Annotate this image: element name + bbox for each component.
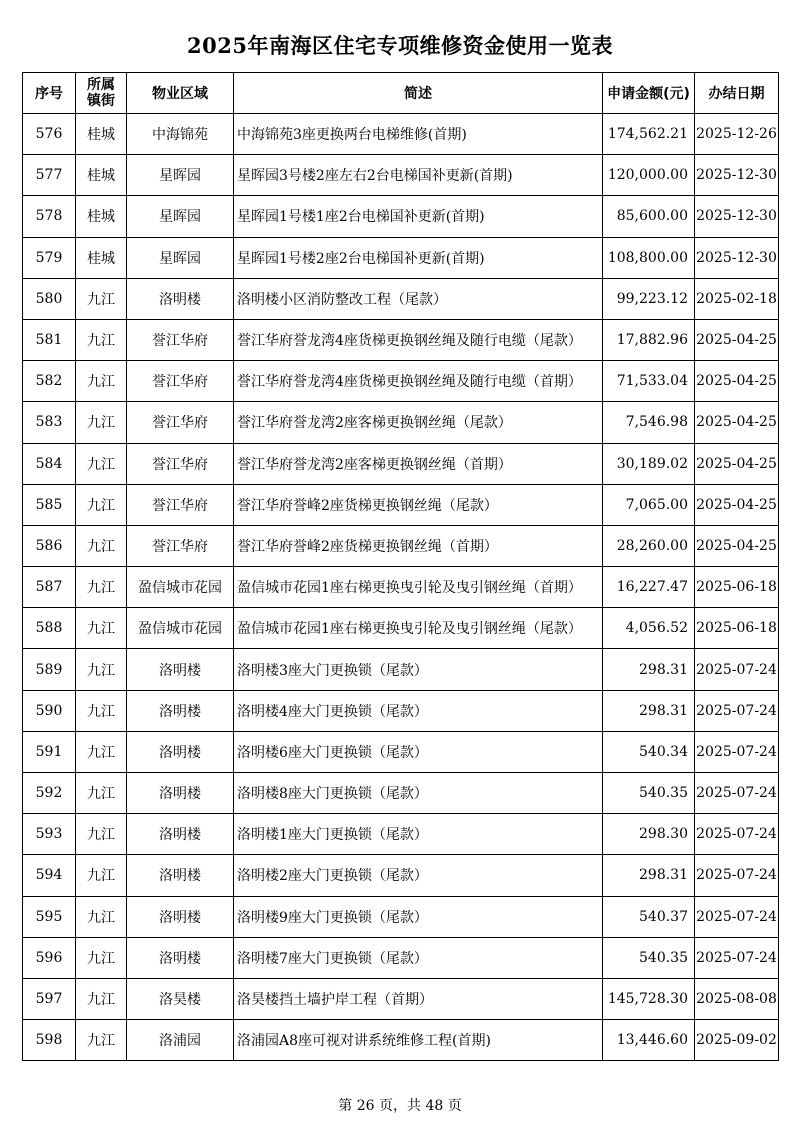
cell-amount: 120,000.00	[603, 155, 695, 196]
cell-amount: 174,562.21	[603, 114, 695, 155]
cell-area: 誉江华府	[127, 525, 234, 566]
cell-town: 九江	[76, 896, 127, 937]
cell-desc: 星晖园1号楼2座2台电梯国补更新(首期)	[234, 237, 603, 278]
cell-date: 2025-04-25	[695, 484, 779, 525]
cell-town: 九江	[76, 319, 127, 360]
cell-date: 2025-07-24	[695, 690, 779, 731]
cell-seq: 584	[23, 443, 76, 484]
cell-date: 2025-07-24	[695, 649, 779, 690]
cell-town: 九江	[76, 608, 127, 649]
table-row	[23, 690, 779, 731]
cell-area: 星晖园	[127, 237, 234, 278]
cell-seq: 580	[23, 278, 76, 319]
page-footer: 第 26 页，共 48 页	[338, 1098, 462, 1114]
cell-seq: 595	[23, 896, 76, 937]
cell-desc: 中海锦苑3座更换两台电梯维修(首期)	[234, 114, 603, 155]
cell-date: 2025-04-25	[695, 361, 779, 402]
cell-area: 誉江华府	[127, 484, 234, 525]
cell-town: 九江	[76, 649, 127, 690]
cell-amount: 540.35	[603, 937, 695, 978]
cell-area: 中海锦苑	[127, 114, 234, 155]
cell-desc: 誉江华府誉峰2座货梯更换钢丝绳（首期）	[234, 525, 603, 566]
cell-area: 洛明楼	[127, 896, 234, 937]
header-area: 物业区域	[127, 73, 234, 114]
cell-seq: 591	[23, 731, 76, 772]
cell-area: 洛昊楼	[127, 978, 234, 1019]
table-row	[23, 608, 779, 649]
cell-amount: 30,189.02	[603, 443, 695, 484]
cell-seq: 582	[23, 361, 76, 402]
cell-area: 洛明楼	[127, 937, 234, 978]
header-amount: 申请金额(元)	[603, 73, 695, 114]
table-row	[23, 114, 779, 155]
cell-desc: 洛明楼4座大门更换锁（尾款）	[234, 690, 603, 731]
table-row	[23, 896, 779, 937]
cell-town: 九江	[76, 731, 127, 772]
cell-seq: 578	[23, 196, 76, 237]
cell-town: 九江	[76, 1020, 127, 1061]
cell-desc: 盈信城市花园1座右梯更换曳引轮及曳引钢丝绳（尾款）	[234, 608, 603, 649]
cell-desc: 洛明楼8座大门更换锁（尾款）	[234, 773, 603, 814]
cell-area: 洛明楼	[127, 731, 234, 772]
table-row	[23, 319, 779, 360]
cell-area: 星晖园	[127, 196, 234, 237]
cell-amount: 85,600.00	[603, 196, 695, 237]
header-town	[76, 73, 127, 114]
cell-area: 誉江华府	[127, 443, 234, 484]
cell-date: 2025-07-24	[695, 855, 779, 896]
cell-date: 2025-02-18	[695, 278, 779, 319]
cell-seq: 592	[23, 773, 76, 814]
cell-seq: 583	[23, 402, 76, 443]
cell-seq: 597	[23, 978, 76, 1019]
cell-town: 九江	[76, 855, 127, 896]
cell-area: 誉江华府	[127, 319, 234, 360]
table-row	[23, 443, 779, 484]
cell-town: 九江	[76, 525, 127, 566]
cell-area: 盈信城市花园	[127, 608, 234, 649]
cell-date: 2025-07-24	[695, 814, 779, 855]
cell-area: 洛明楼	[127, 773, 234, 814]
cell-date: 2025-06-18	[695, 567, 779, 608]
cell-desc: 誉江华府誉龙湾4座货梯更换钢丝绳及随行电缆（尾款）	[234, 319, 603, 360]
cell-desc: 誉江华府誉龙湾2座客梯更换钢丝绳（首期）	[234, 443, 603, 484]
cell-desc: 盈信城市花园1座右梯更换曳引轮及曳引钢丝绳（首期）	[234, 567, 603, 608]
table-row	[23, 814, 779, 855]
cell-amount: 298.31	[603, 649, 695, 690]
cell-seq: 579	[23, 237, 76, 278]
cell-area: 洛明楼	[127, 814, 234, 855]
cell-area: 星晖园	[127, 155, 234, 196]
cell-area: 誉江华府	[127, 361, 234, 402]
header-town-line2: 镇街	[87, 93, 115, 109]
table-row	[23, 773, 779, 814]
cell-town: 九江	[76, 690, 127, 731]
table-row	[23, 649, 779, 690]
fund-usage-table	[22, 72, 779, 1061]
cell-seq: 590	[23, 690, 76, 731]
cell-amount: 298.30	[603, 814, 695, 855]
cell-desc: 誉江华府誉峰2座货梯更换钢丝绳（尾款）	[234, 484, 603, 525]
cell-area: 洛明楼	[127, 278, 234, 319]
cell-seq: 585	[23, 484, 76, 525]
cell-date: 2025-12-30	[695, 155, 779, 196]
cell-date: 2025-04-25	[695, 525, 779, 566]
cell-seq: 598	[23, 1020, 76, 1061]
cell-date: 2025-07-24	[695, 731, 779, 772]
cell-town: 九江	[76, 567, 127, 608]
cell-desc: 洛浦园A8座可视对讲系统维修工程(首期)	[234, 1020, 603, 1061]
cell-area: 洛明楼	[127, 649, 234, 690]
table-row	[23, 525, 779, 566]
cell-amount: 4,056.52	[603, 608, 695, 649]
cell-desc: 洛明楼3座大门更换锁（尾款）	[234, 649, 603, 690]
table-row	[23, 361, 779, 402]
cell-amount: 108,800.00	[603, 237, 695, 278]
cell-date: 2025-12-30	[695, 196, 779, 237]
cell-town: 桂城	[76, 114, 127, 155]
table-row	[23, 937, 779, 978]
cell-desc: 洛明楼6座大门更换锁（尾款）	[234, 731, 603, 772]
cell-desc: 誉江华府誉龙湾2座客梯更换钢丝绳（尾款）	[234, 402, 603, 443]
cell-town: 九江	[76, 443, 127, 484]
cell-date: 2025-12-26	[695, 114, 779, 155]
cell-amount: 71,533.04	[603, 361, 695, 402]
table-row	[23, 978, 779, 1019]
cell-seq: 594	[23, 855, 76, 896]
cell-desc: 洛明楼7座大门更换锁（尾款）	[234, 937, 603, 978]
cell-desc: 洛昊楼挡土墙护岸工程（首期）	[234, 978, 603, 1019]
cell-amount: 7,065.00	[603, 484, 695, 525]
cell-desc: 星晖园3号楼2座左右2台电梯国补更新(首期)	[234, 155, 603, 196]
cell-desc: 星晖园1号楼1座2台电梯国补更新(首期)	[234, 196, 603, 237]
cell-amount: 540.37	[603, 896, 695, 937]
cell-amount: 28,260.00	[603, 525, 695, 566]
table-row	[23, 278, 779, 319]
cell-date: 2025-04-25	[695, 443, 779, 484]
table-row	[23, 1020, 779, 1061]
table-row	[23, 196, 779, 237]
cell-seq: 581	[23, 319, 76, 360]
cell-amount: 7,546.98	[603, 402, 695, 443]
table-row	[23, 402, 779, 443]
cell-date: 2025-09-02	[695, 1020, 779, 1061]
cell-amount: 540.35	[603, 773, 695, 814]
cell-desc: 洛明楼小区消防整改工程（尾款）	[234, 278, 603, 319]
cell-seq: 576	[23, 114, 76, 155]
cell-date: 2025-07-24	[695, 773, 779, 814]
cell-amount: 145,728.30	[603, 978, 695, 1019]
cell-area: 洛明楼	[127, 690, 234, 731]
table-row	[23, 731, 779, 772]
cell-town: 九江	[76, 402, 127, 443]
cell-town: 桂城	[76, 196, 127, 237]
cell-town: 九江	[76, 937, 127, 978]
cell-amount: 17,882.96	[603, 319, 695, 360]
cell-town: 九江	[76, 978, 127, 1019]
page-title: 2025年南海区住宅专项维修资金使用一览表	[187, 33, 613, 58]
header-seq: 序号	[23, 73, 76, 114]
table-row	[23, 237, 779, 278]
cell-town: 九江	[76, 278, 127, 319]
cell-amount: 99,223.12	[603, 278, 695, 319]
cell-amount: 16,227.47	[603, 567, 695, 608]
cell-date: 2025-07-24	[695, 896, 779, 937]
cell-area: 盈信城市花园	[127, 567, 234, 608]
cell-desc: 洛明楼1座大门更换锁（尾款）	[234, 814, 603, 855]
cell-town: 九江	[76, 814, 127, 855]
cell-date: 2025-06-18	[695, 608, 779, 649]
cell-town: 九江	[76, 361, 127, 402]
header-desc: 简述	[234, 73, 603, 114]
table-row	[23, 484, 779, 525]
table-header-row	[23, 73, 779, 114]
cell-town: 九江	[76, 773, 127, 814]
cell-date: 2025-08-08	[695, 978, 779, 1019]
cell-seq: 596	[23, 937, 76, 978]
cell-amount: 540.34	[603, 731, 695, 772]
cell-amount: 298.31	[603, 855, 695, 896]
table-row	[23, 567, 779, 608]
table-row	[23, 155, 779, 196]
header-date: 办结日期	[695, 73, 779, 114]
cell-date: 2025-12-30	[695, 237, 779, 278]
table-row	[23, 855, 779, 896]
cell-seq: 589	[23, 649, 76, 690]
cell-amount: 298.31	[603, 690, 695, 731]
cell-date: 2025-07-24	[695, 937, 779, 978]
cell-area: 洛浦园	[127, 1020, 234, 1061]
cell-town: 九江	[76, 484, 127, 525]
cell-area: 洛明楼	[127, 855, 234, 896]
cell-town: 桂城	[76, 237, 127, 278]
cell-seq: 586	[23, 525, 76, 566]
cell-seq: 587	[23, 567, 76, 608]
header-town-line1: 所属	[87, 77, 115, 93]
cell-desc: 洛明楼9座大门更换锁（尾款）	[234, 896, 603, 937]
cell-desc: 誉江华府誉龙湾4座货梯更换钢丝绳及随行电缆（首期）	[234, 361, 603, 402]
cell-seq: 577	[23, 155, 76, 196]
cell-date: 2025-04-25	[695, 319, 779, 360]
cell-seq: 593	[23, 814, 76, 855]
cell-desc: 洛明楼2座大门更换锁（尾款）	[234, 855, 603, 896]
cell-date: 2025-04-25	[695, 402, 779, 443]
cell-amount: 13,446.60	[603, 1020, 695, 1061]
cell-area: 誉江华府	[127, 402, 234, 443]
cell-seq: 588	[23, 608, 76, 649]
cell-town: 桂城	[76, 155, 127, 196]
